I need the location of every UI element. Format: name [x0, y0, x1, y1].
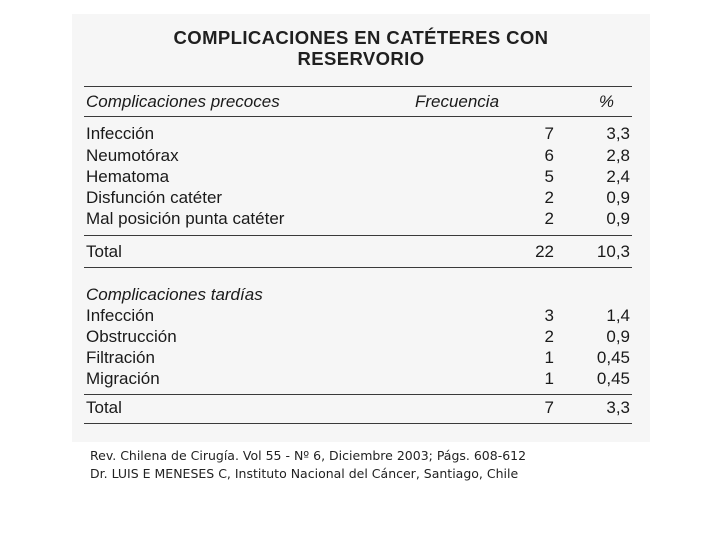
table-row [84, 368, 632, 390]
total-label: Total [86, 242, 122, 261]
row-frequency: 7 [544, 124, 554, 143]
row-frequency: 6 [544, 146, 554, 165]
row-percent: 0,9 [606, 188, 630, 207]
row-name: Mal posición punta catéter [86, 209, 285, 228]
table-row [84, 305, 632, 327]
header-frequency: Frecuencia [414, 92, 500, 111]
row-percent: 0,9 [606, 209, 630, 228]
late-total-rule [84, 394, 632, 395]
row-percent: 3,3 [606, 124, 630, 143]
row-frequency: 3 [544, 306, 554, 325]
table-title [72, 27, 650, 69]
table-row [84, 166, 632, 188]
row-name: Infección [86, 306, 155, 325]
row-name: Obstrucción [86, 327, 177, 346]
title-line-2: RESERVORIO [297, 48, 425, 69]
top-rule [84, 86, 632, 87]
row-name: Infección [86, 124, 155, 143]
row-name: Filtración [86, 348, 155, 367]
table-row [84, 326, 632, 348]
table-row [84, 123, 632, 145]
row-frequency: 1 [544, 348, 554, 367]
row-frequency: 2 [544, 188, 554, 207]
row-name: Disfunción catéter [86, 188, 223, 207]
row-frequency: 1 [544, 369, 554, 388]
row-frequency: 5 [544, 167, 554, 186]
row-frequency: 2 [544, 209, 554, 228]
total-frequency: 7 [544, 398, 554, 417]
row-percent: 0,45 [596, 369, 630, 388]
early-total-rule [84, 235, 632, 236]
header-percent: % [598, 92, 614, 111]
citation-line-1: Rev. Chilena de Cirugía. Vol 55 - Nº 6, Diciembre 2003; Págs. 608-612 [90, 448, 527, 463]
total-percent: 10,3 [596, 242, 630, 261]
row-frequency: 2 [544, 327, 554, 346]
row-percent: 1,4 [606, 306, 630, 325]
header-section: Complicaciones precoces [86, 92, 280, 111]
row-percent: 0,9 [606, 327, 630, 346]
table-row [84, 347, 632, 369]
table-row [84, 145, 632, 167]
title-line-1: COMPLICACIONES EN CATÉTERES CON [173, 27, 549, 48]
row-percent: 0,45 [596, 348, 630, 367]
row-name: Migración [86, 369, 160, 388]
header-rule [84, 116, 632, 117]
bottom-rule [84, 423, 632, 424]
row-name: Hematoma [86, 167, 170, 186]
total-label: Total [86, 398, 122, 417]
total-percent: 3,3 [606, 398, 630, 417]
early-total-row [84, 241, 632, 263]
late-total-row [84, 397, 632, 419]
total-frequency: 22 [535, 242, 554, 261]
header-row [84, 91, 632, 113]
row-name: Neumotórax [86, 146, 179, 165]
table-row [84, 187, 632, 209]
row-percent: 2,8 [606, 146, 630, 165]
late-header-row [84, 284, 632, 306]
citation-line-2: Dr. LUIS E MENESES C, Instituto Nacional del Cáncer, Santiago, Chile [90, 466, 519, 481]
late-section-title: Complicaciones tardías [86, 285, 263, 304]
row-percent: 2,4 [606, 167, 630, 186]
table-row [84, 208, 632, 230]
section-rule [84, 267, 632, 268]
